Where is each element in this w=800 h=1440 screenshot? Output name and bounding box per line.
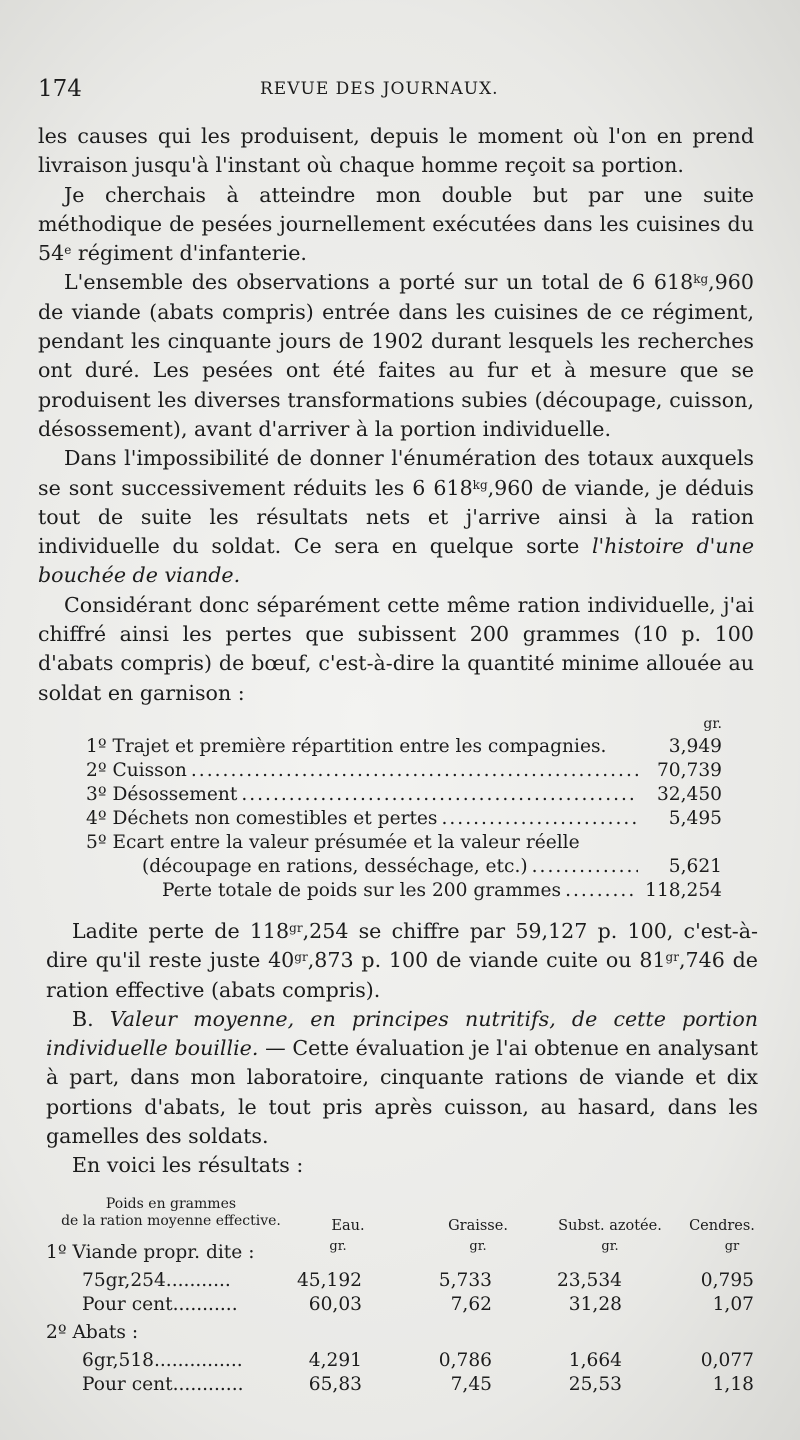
paragraph-3: L'ensemble des observations a porté sur un total de 6 $618^{kg},960$ de viande (abats compris) entrée dans les cuisines de ce régiment, pendant les cinquante jours de 1902 durant lesquels les recherches ont duré. Les pesées ont été faites au fur et à mesure que se produisent les diverses transformations subies (découpage, cuisson, désossement), avant d'arriver à la portion individuelle. [38,270,754,441]
cell-azote: 25,53 [568,1374,622,1395]
loss-value: 70,739 [656,760,722,781]
table-row [46,1374,758,1398]
column-unit: gr. [469,1239,487,1254]
paragraph-1: les causes qui les produisent, depuis le moment où l'on en prend livraison jusqu'à l'instant où chaque homme reçoit sa portion. [38,124,754,178]
table-row [46,1294,758,1318]
loss-label: 5º Ecart entre la valeur présumée et la valeur réelle [86,832,580,853]
loss-value: 5,495 [668,808,722,829]
loss-row [86,760,722,784]
loss-label: 4º Déchets non comestibles et pertes [86,808,438,829]
body-text-upper [38,122,754,708]
loss-row [86,832,722,856]
loss-row [86,784,722,808]
cell-azote: 23,534 [556,1270,622,1291]
loss-total-label: Perte totale de poids sur les 200 grammes [162,880,562,901]
leader-dots [565,880,638,901]
table-label-header: Poids en grammes de la ration moyenne effective. [61,1196,281,1229]
column-header: Eau. [331,1218,365,1234]
paragraph-5: Considérant donc séparément cette même ration individuelle, j'ai chiffré ainsi les pertes que subissent 200 grammes (10 p. 100 d'abats compris) de bœuf, c'est-à-dire la quantité minime allouée au soldat en garnison : [38,592,754,705]
losses-unit: gr. [703,716,722,732]
row-label: 1º Viande propr. dite : [46,1242,255,1263]
loss-label: 3º Désossement [86,784,238,805]
running-head: REVUE DES JOURNAUX. [260,79,499,99]
cell-azote: 31,28 [568,1294,622,1315]
body-text-lower [46,917,758,1181]
cell-cendres: 1,18 [712,1374,754,1395]
column-header: Cendres. [689,1218,755,1234]
row-label: Pour cent........... [82,1294,238,1315]
loss-value: 32,450 [656,784,722,805]
loss-label: 2º Cuisson [86,760,187,781]
leader-dots [441,808,638,829]
leader-dots [241,784,638,805]
loss-label: 1º Trajet et première répartition entre les compagnies. [86,736,607,757]
loss-total-value: 118,254 [645,880,722,901]
page-number: 174 [38,76,82,102]
loss-value: 5,621 [668,856,722,877]
paragraph-7: B. Valeur moyenne, en principes nutritifs, de cette portion individuelle bouillie. — Cette évaluation je l'ai obtenue en analysant à part, dans mon laboratoire, cinquante rations de viande et dix portions d'abats, le tout pris après cuisson, au hasard, dans les gamelles des soldats. [46,1006,758,1149]
section-heading-b: Valeur moyenne, en principes nutritifs, de cette portion individuelle bouillie. [46,1006,758,1061]
column-unit: gr [724,1239,740,1254]
table-row [46,1350,758,1374]
cell-eau: 4,291 [308,1350,362,1371]
row-label: 2º Abats : [46,1322,139,1343]
cell-cendres: 0,795 [700,1270,754,1291]
leader-dots [532,856,638,877]
column-unit: gr. [601,1239,619,1254]
cell-cendres: 1,07 [712,1294,754,1315]
cell-graisse: 5,733 [438,1270,492,1291]
row-label: 6gr,518............... [82,1350,243,1371]
loss-value: 3,949 [668,736,722,757]
column-unit: gr. [329,1239,347,1254]
cell-cendres: 0,077 [700,1350,754,1371]
table-row [46,1322,758,1346]
loss-total-row [86,880,722,904]
cell-graisse: 0,786 [438,1350,492,1371]
cell-eau: 60,03 [308,1294,362,1315]
paragraph-4: Dans l'impossibilité de donner l'énumération des totaux auxquels se sont successivement réduits les 6 $618^{kg},960$ de viande, je déduis tout de suite les résultats nets et j'arrive ainsi à la ration individuelle du soldat. Ce sera en quelque sorte l'histoire d'une bouchée de viande. [38,446,755,588]
column-header: Graisse. [448,1218,508,1234]
loss-label: (découpage en rations, desséchage, etc.) [142,856,528,877]
loss-row [86,736,722,760]
cell-graisse: 7,62 [450,1294,492,1315]
cell-graisse: 7,45 [450,1374,492,1395]
loss-row [86,808,722,832]
paragraph-2: Je cherchais à atteindre mon double but par une suite méthodique de pesées journellement exécutées dans les cuisines du 54e régiment d'infanterie. [38,182,754,266]
cell-eau: 45,192 [296,1270,362,1291]
cell-azote: 1,664 [568,1350,622,1371]
loss-row [86,856,722,880]
row-label: 75gr,254........... [82,1270,231,1291]
page-header [38,76,758,106]
paragraph-8: En voici les résultats : [72,1153,304,1178]
row-label: Pour cent............ [82,1374,244,1395]
cell-eau: 65,83 [308,1374,362,1395]
paragraph-6: Ladite perte de $118^{gr},254$ se chiffre par 59,127 p. 100, c'est-à-dire qu'il reste juste $40^{gr},873$ p. 100 de viande cuite ou $81^{gr},746$ de ration effective (abats compris). [46,919,758,1002]
table-row [46,1270,758,1294]
table-row [46,1242,758,1266]
column-header: Subst. azotée. [558,1218,662,1234]
leader-dots [191,760,638,781]
